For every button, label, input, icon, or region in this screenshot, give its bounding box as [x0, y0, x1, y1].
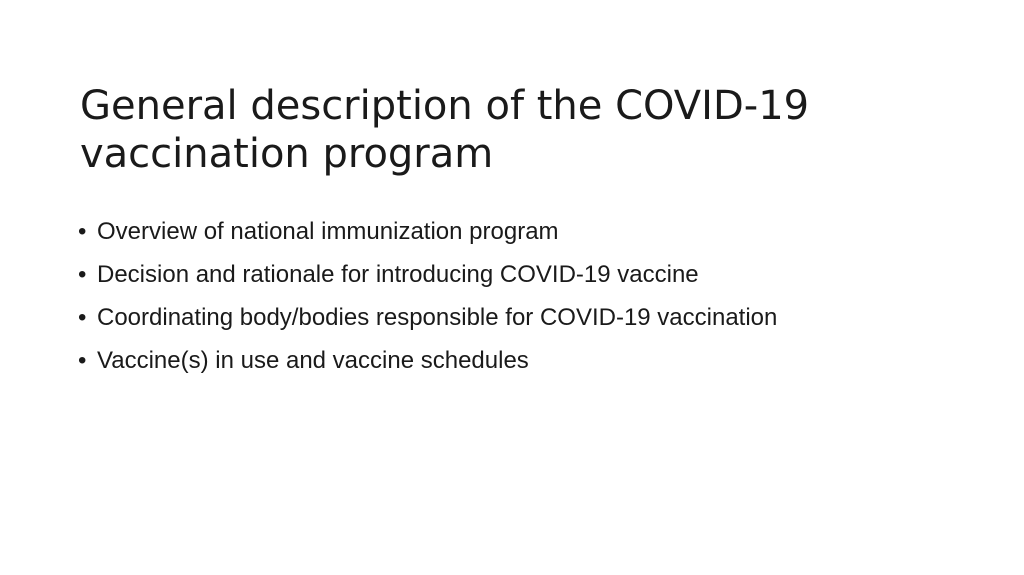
bullet-icon: •: [78, 347, 87, 374]
bullet-item: [78, 253, 958, 296]
bullet-text: Overview of national immunization program: [97, 218, 559, 245]
slide-title-line-1: General description of the COVID-19: [80, 83, 810, 129]
bullet-icon: •: [78, 304, 87, 331]
bullet-text: Coordinating body/bodies responsible for COVID-19 vaccination: [97, 304, 778, 331]
bullet-text: Decision and rationale for introducing COVID-19 vaccine: [97, 261, 699, 288]
slide-title-line-2: vaccination program: [80, 131, 494, 177]
bullet-item: [78, 296, 958, 339]
bullet-list: [78, 210, 958, 382]
bullet-icon: •: [78, 261, 87, 288]
bullet-item: [78, 339, 958, 382]
bullet-text: Vaccine(s) in use and vaccine schedules: [97, 347, 529, 374]
bullet-icon: •: [78, 218, 87, 245]
slide-title: [80, 82, 960, 178]
bullet-item: [78, 210, 958, 253]
